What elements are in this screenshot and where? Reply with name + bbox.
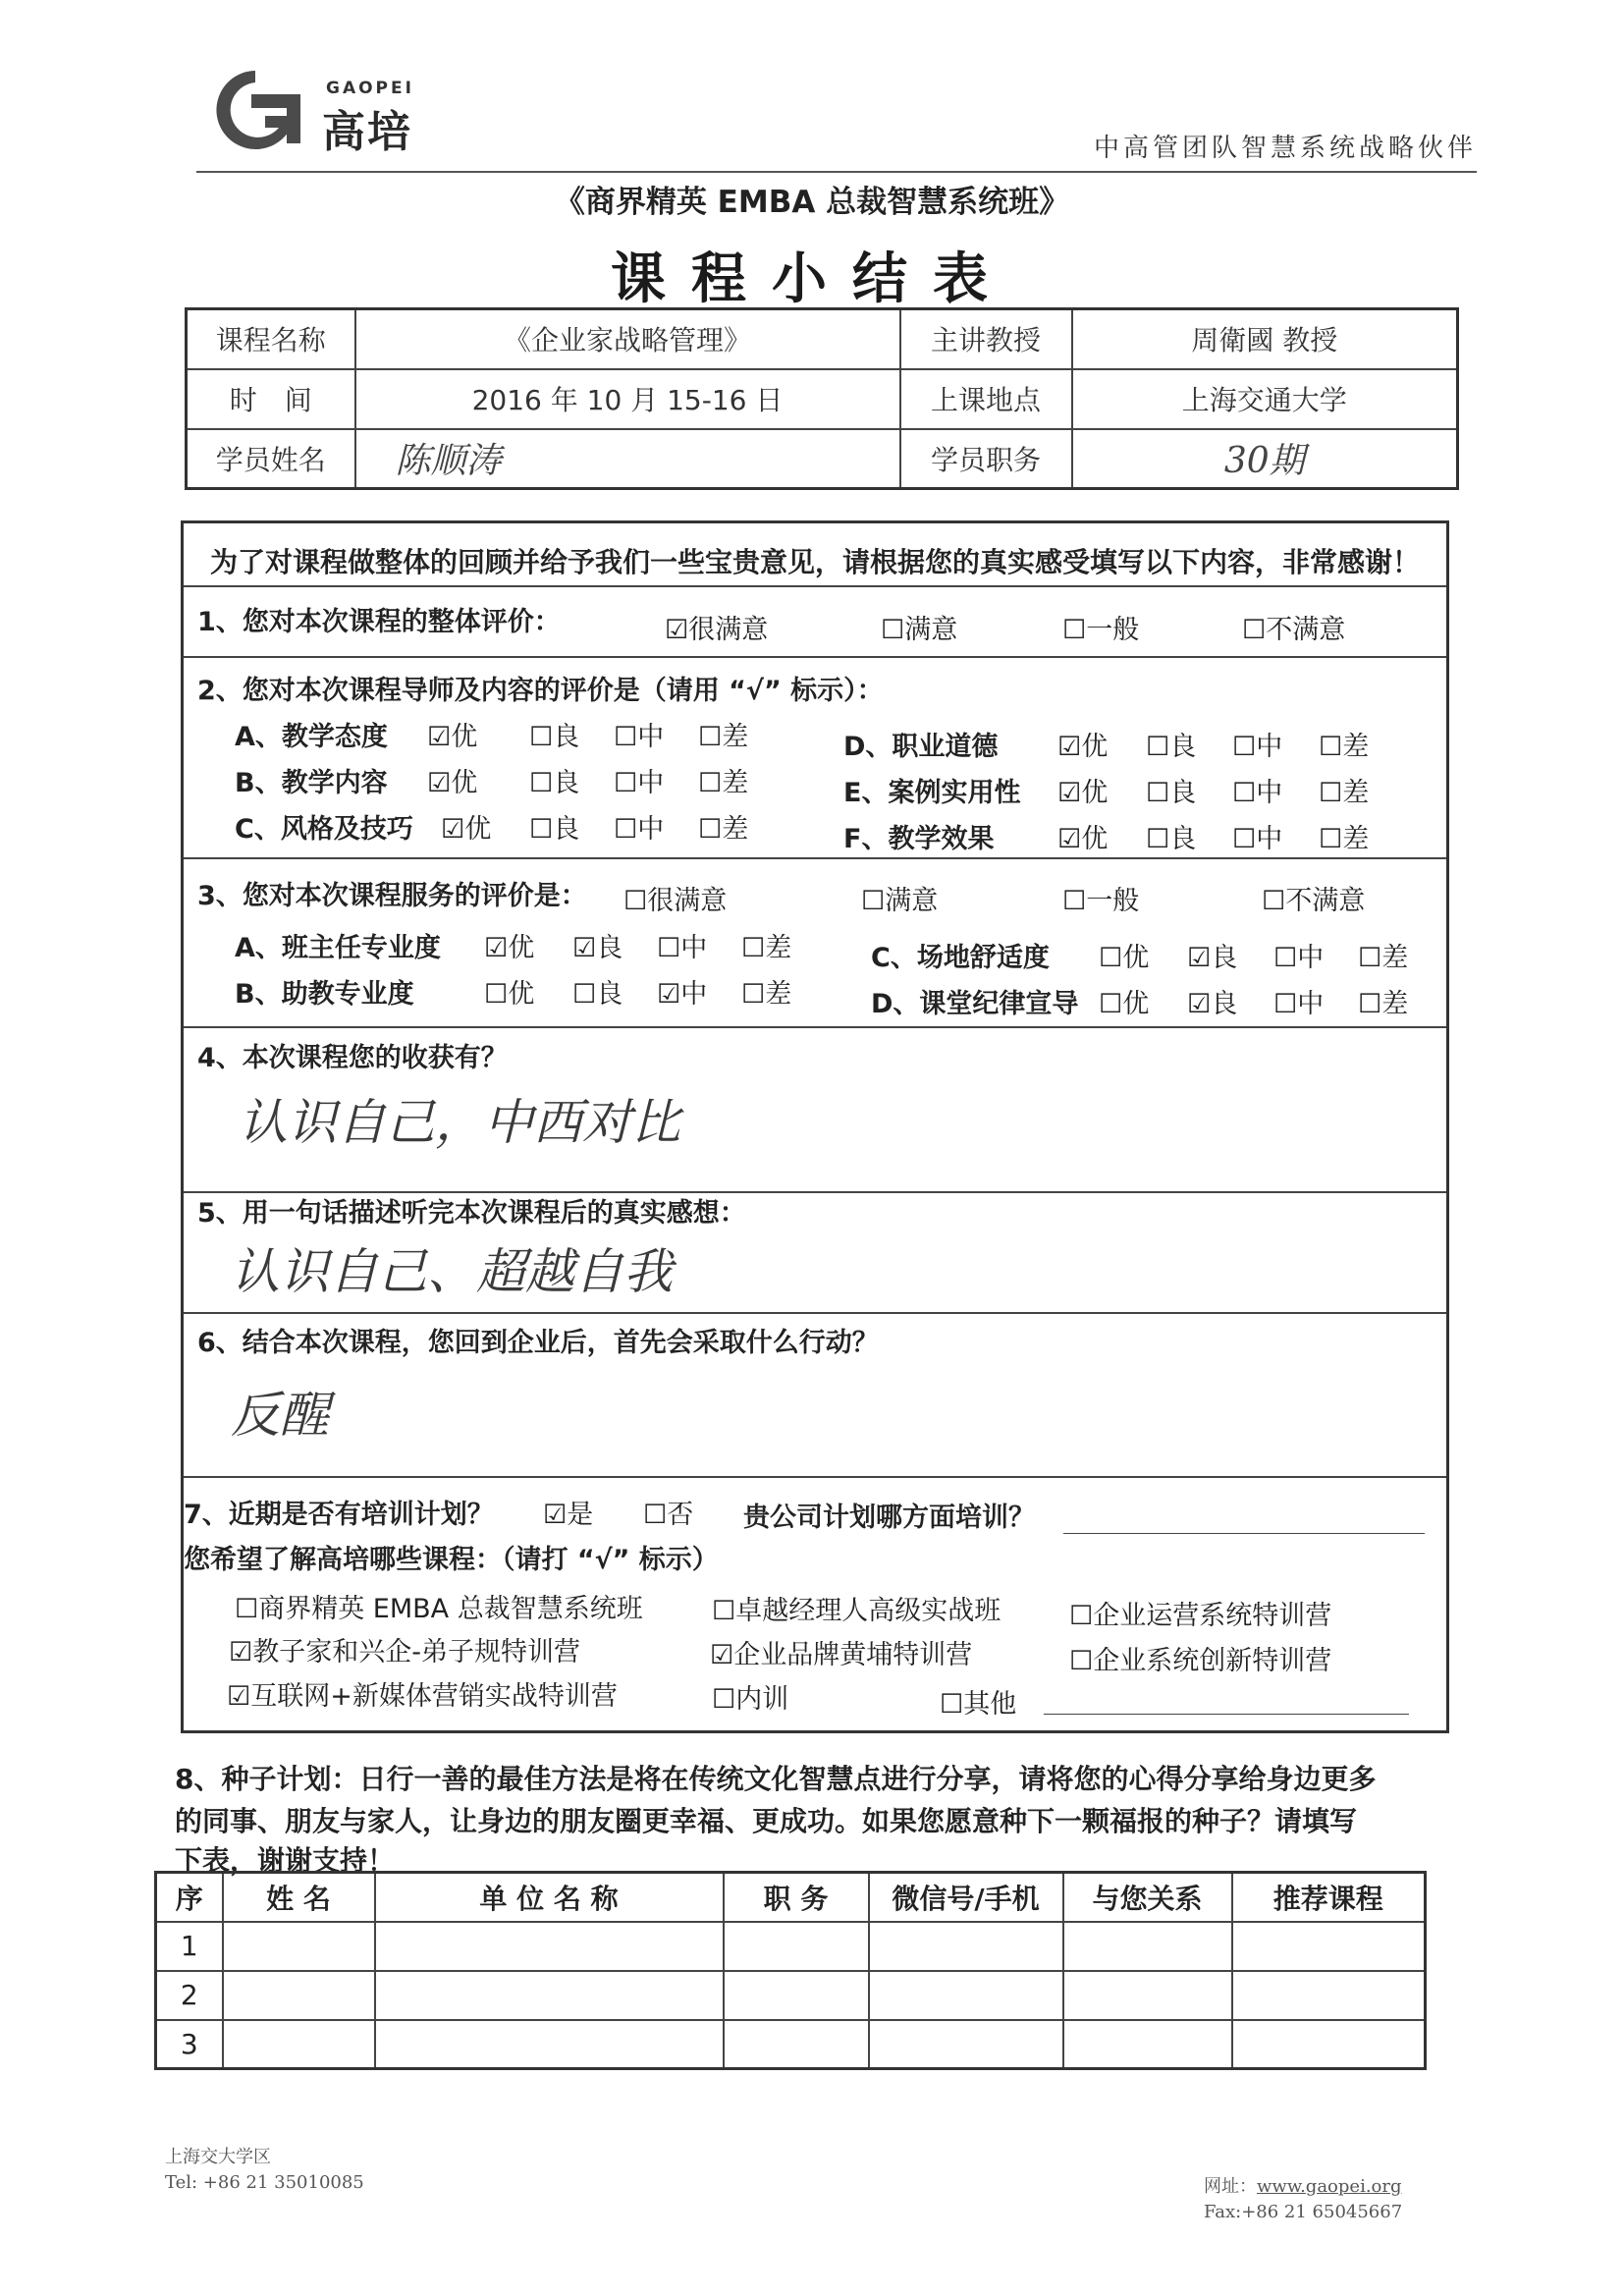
q2-item-d: D、职业道德	[843, 732, 999, 762]
q3-option-unsatisfied[interactable]: ☐不满意	[1262, 886, 1366, 916]
cell-company[interactable]	[375, 1971, 724, 2020]
q2-item-a: A、教学态度	[235, 722, 388, 752]
q2-item-b: B、教学内容	[235, 768, 388, 798]
q7-which-training: 贵公司计划哪方面培训？	[743, 1503, 1035, 1533]
q1-option-satisfied[interactable]: ☐满意	[881, 615, 958, 645]
course-label: 课程名称	[187, 309, 355, 369]
student-label: 学员姓名	[187, 429, 355, 489]
col-course: 推荐课程	[1232, 1873, 1426, 1922]
referral-header-row	[156, 1873, 1426, 1922]
time-label: 时 间	[187, 369, 355, 429]
q2e-fair[interactable]: ☐中	[1232, 778, 1283, 808]
footer-fax: Fax:+86 21 65045667	[1204, 2202, 1403, 2222]
q2-label: 2、您对本次课程导师及内容的评价是（请用 “√” 标示）：	[197, 676, 884, 706]
q3-item-d: D、课堂纪律宣导	[871, 989, 1079, 1019]
q3b-good[interactable]: ☐良	[572, 979, 623, 1010]
q4-label: 4、本次课程您的收获有？	[197, 1043, 508, 1073]
table-row	[156, 1922, 1426, 1971]
q2e-poor[interactable]: ☐差	[1319, 778, 1370, 808]
time-value: 2016 年 10 月 15-16 日	[355, 369, 900, 429]
q6-answer-handwriting[interactable]: 反醒	[231, 1387, 329, 1444]
q3c-poor[interactable]: ☐差	[1358, 943, 1409, 973]
q2a-poor[interactable]: ☐差	[698, 722, 749, 752]
course-other[interactable]: ☐其他	[940, 1689, 1017, 1720]
q2b-fair[interactable]: ☐中	[614, 768, 665, 798]
q2f-good[interactable]: ☐良	[1146, 824, 1197, 854]
footer-left	[165, 2145, 364, 2196]
cell-position[interactable]	[724, 2020, 869, 2069]
cell-course[interactable]	[1232, 2020, 1426, 2069]
cell-name[interactable]	[223, 1922, 375, 1971]
q8-line-3: 下表，谢谢支持！	[175, 1844, 396, 1877]
col-name: 姓 名	[223, 1873, 375, 1922]
course-emba[interactable]: ☐商界精英 EMBA 总裁智慧系统班	[235, 1594, 643, 1624]
row-index: 1	[156, 1922, 223, 1971]
q3d-good[interactable]: ☑良	[1187, 989, 1238, 1019]
q7-no[interactable]: ☐否	[643, 1500, 694, 1530]
course-new-media[interactable]: ☑互联网+新媒体营销实战特训营	[227, 1681, 618, 1712]
q1-label: 1、您对本次课程的整体评价：	[197, 607, 561, 637]
cell-course[interactable]	[1232, 1971, 1426, 2020]
table-row	[156, 1971, 1426, 2020]
q8-line-1: 8、种子计划：日行一善的最佳方法是将在传统文化智慧点进行分享，请将您的心得分享给身边更多	[175, 1763, 1377, 1795]
q3b-fair[interactable]: ☑中	[657, 979, 708, 1010]
location-label: 上课地点	[900, 369, 1072, 429]
q2c-excellent[interactable]: ☑优	[441, 814, 492, 845]
gaopei-logo-icon	[196, 65, 314, 153]
q3-item-a: A、班主任专业度	[235, 933, 441, 963]
footer-tel: Tel: +86 21 35010085	[165, 2172, 364, 2193]
cell-position[interactable]	[724, 1971, 869, 2020]
q2e-excellent[interactable]: ☑优	[1057, 778, 1109, 808]
course-operations[interactable]: ☐企业运营系统特训营	[1069, 1601, 1332, 1631]
divider	[184, 1476, 1446, 1478]
q3d-excellent[interactable]: ☐优	[1099, 989, 1150, 1019]
q2d-poor[interactable]: ☐差	[1319, 732, 1370, 762]
q2d-good[interactable]: ☐良	[1146, 732, 1197, 762]
divider	[184, 857, 1446, 859]
q3a-excellent[interactable]: ☑优	[484, 933, 535, 963]
student-name-field[interactable]	[355, 429, 900, 489]
q2-item-e: E、案例实用性	[843, 778, 1021, 808]
q3c-good[interactable]: ☑良	[1187, 943, 1238, 973]
q7-which-answer-line[interactable]	[1063, 1533, 1425, 1534]
q2f-poor[interactable]: ☐差	[1319, 824, 1370, 854]
q3a-poor[interactable]: ☐差	[741, 933, 792, 963]
logo-english: GAOPEI	[326, 79, 414, 98]
info-row-course	[187, 309, 1458, 369]
brand-tagline: 中高管团队智慧系统战略伙伴	[1093, 134, 1477, 163]
course-value: 《企业家战略管理》	[355, 309, 900, 369]
col-relation: 与您关系	[1063, 1873, 1232, 1922]
q3d-poor[interactable]: ☐差	[1358, 989, 1409, 1019]
col-index: 序	[156, 1873, 223, 1922]
cell-wechat[interactable]	[869, 1971, 1063, 2020]
position-label: 学员职务	[900, 429, 1072, 489]
cell-company[interactable]	[375, 2020, 724, 2069]
header-divider	[196, 171, 1477, 173]
course-manager[interactable]: ☐卓越经理人高级实战班	[712, 1596, 1001, 1626]
q7-yes[interactable]: ☑是	[543, 1500, 594, 1530]
q3-item-c: C、场地舒适度	[871, 943, 1050, 973]
q3b-excellent[interactable]: ☐优	[484, 979, 535, 1010]
row-index: 2	[156, 1971, 223, 2020]
q2d-fair[interactable]: ☐中	[1232, 732, 1283, 762]
location-value: 上海交通大学	[1072, 369, 1458, 429]
cell-wechat[interactable]	[869, 1922, 1063, 1971]
course-innovation[interactable]: ☐企业系统创新特训营	[1069, 1646, 1332, 1676]
course-info-table	[185, 307, 1459, 490]
q7-label: 7、近期是否有培训计划？	[184, 1500, 494, 1530]
q2e-good[interactable]: ☐良	[1146, 778, 1197, 808]
q3-option-very-satisfied[interactable]: ☐很满意	[623, 886, 728, 916]
q3d-fair[interactable]: ☐中	[1273, 989, 1325, 1019]
course-dizigui[interactable]: ☑教子家和兴企-弟子规特训营	[229, 1637, 580, 1667]
page-title: 课程小结表	[611, 247, 1013, 311]
divider	[184, 656, 1446, 658]
cell-wechat[interactable]	[869, 2020, 1063, 2069]
position-field[interactable]	[1072, 429, 1458, 489]
q3a-good[interactable]: ☑良	[572, 933, 623, 963]
professor-value: 周衛國 教授	[1072, 309, 1458, 369]
course-brand[interactable]: ☑企业品牌黄埔特训营	[710, 1640, 973, 1670]
q3-item-b: B、助教专业度	[235, 979, 414, 1010]
q2a-fair[interactable]: ☐中	[614, 722, 665, 752]
cell-name[interactable]	[223, 2020, 375, 2069]
table-row	[156, 2020, 1426, 2069]
q1-option-very-satisfied[interactable]: ☑很满意	[665, 615, 769, 645]
info-row-student	[187, 429, 1458, 489]
q2f-excellent[interactable]: ☑优	[1057, 824, 1109, 854]
q2b-excellent[interactable]: ☑优	[427, 768, 478, 798]
program-subtitle: 《商界精英 EMBA 总裁智慧系统班》	[554, 185, 1070, 220]
col-company: 单 位 名 称	[375, 1873, 724, 1922]
col-position: 职 务	[724, 1873, 869, 1922]
website-link[interactable]: www.gaopei.org	[1257, 2176, 1402, 2197]
logo-chinese: 高培	[322, 107, 412, 157]
position-handwriting: 30期	[1223, 441, 1305, 482]
q3b-poor[interactable]: ☐差	[741, 979, 792, 1010]
q6-label: 6、结合本次课程，您回到企业后，首先会采取什么行动？	[197, 1328, 879, 1358]
q2a-excellent[interactable]: ☑优	[427, 722, 478, 752]
q2b-good[interactable]: ☐良	[529, 768, 580, 798]
referral-table	[154, 1871, 1427, 2070]
q2b-poor[interactable]: ☐差	[698, 768, 749, 798]
q3c-fair[interactable]: ☐中	[1273, 943, 1325, 973]
cell-name[interactable]	[223, 1971, 375, 2020]
q2a-good[interactable]: ☐良	[529, 722, 580, 752]
q2-item-f: F、教学效果	[843, 824, 995, 854]
q3-option-average[interactable]: ☐一般	[1062, 886, 1140, 916]
q3-option-satisfied[interactable]: ☐满意	[861, 886, 939, 916]
q2c-poor[interactable]: ☐差	[698, 814, 749, 845]
cell-company[interactable]	[375, 1922, 724, 1971]
brand-logo	[196, 65, 432, 157]
q2-item-c: C、风格及技巧	[235, 814, 413, 845]
q7-wish-label: 您希望了解高培哪些课程：（请打 “√” 标示）	[184, 1545, 719, 1575]
q2c-fair[interactable]: ☐中	[614, 814, 665, 845]
footer-website: 网址：www.gaopei.org	[1204, 2176, 1402, 2197]
student-name-handwriting: 陈顺涛	[395, 441, 502, 482]
course-other-line[interactable]	[1044, 1714, 1409, 1715]
q1-option-unsatisfied[interactable]: ☐不满意	[1242, 615, 1346, 645]
footer-campus: 上海交大学区	[165, 2147, 271, 2167]
q3c-excellent[interactable]: ☐优	[1099, 943, 1150, 973]
q2f-fair[interactable]: ☐中	[1232, 824, 1283, 854]
q2c-good[interactable]: ☐良	[529, 814, 580, 845]
q2d-excellent[interactable]: ☑优	[1057, 732, 1109, 762]
professor-label: 主讲教授	[900, 309, 1072, 369]
footer-right	[1204, 2174, 1402, 2225]
q3-label: 3、您对本次课程服务的评价是：	[197, 881, 587, 911]
row-index: 3	[156, 2020, 223, 2069]
divider	[184, 585, 1446, 587]
survey-box	[181, 520, 1449, 1733]
cell-course[interactable]	[1232, 1922, 1426, 1971]
q8-line-2: 的同事、朋友与家人，让身边的朋友圈更幸福、更成功。如果您愿意种下一颗福报的种子？请填写	[175, 1805, 1358, 1837]
course-internal-training[interactable]: ☐内训	[712, 1684, 789, 1715]
cell-position[interactable]	[724, 1922, 869, 1971]
divider	[184, 1026, 1446, 1028]
q5-answer-handwriting[interactable]: 认识自己、超越自我	[231, 1243, 673, 1300]
survey-intro: 为了对课程做整体的回顾并给予我们一些宝贵意见，请根据您的真实感受填写以下内容，非常感谢！	[209, 546, 1420, 578]
cell-relation[interactable]	[1063, 1971, 1232, 2020]
divider	[184, 1312, 1446, 1314]
col-wechat: 微信号/手机	[869, 1873, 1063, 1922]
cell-relation[interactable]	[1063, 2020, 1232, 2069]
q5-label: 5、用一句话描述听完本次课程后的真实感想：	[197, 1198, 746, 1229]
q4-answer-handwriting[interactable]: 认识自己，中西对比	[239, 1094, 680, 1151]
q3a-fair[interactable]: ☐中	[657, 933, 708, 963]
info-row-time	[187, 369, 1458, 429]
cell-relation[interactable]	[1063, 1922, 1232, 1971]
q1-option-average[interactable]: ☐一般	[1062, 615, 1140, 645]
